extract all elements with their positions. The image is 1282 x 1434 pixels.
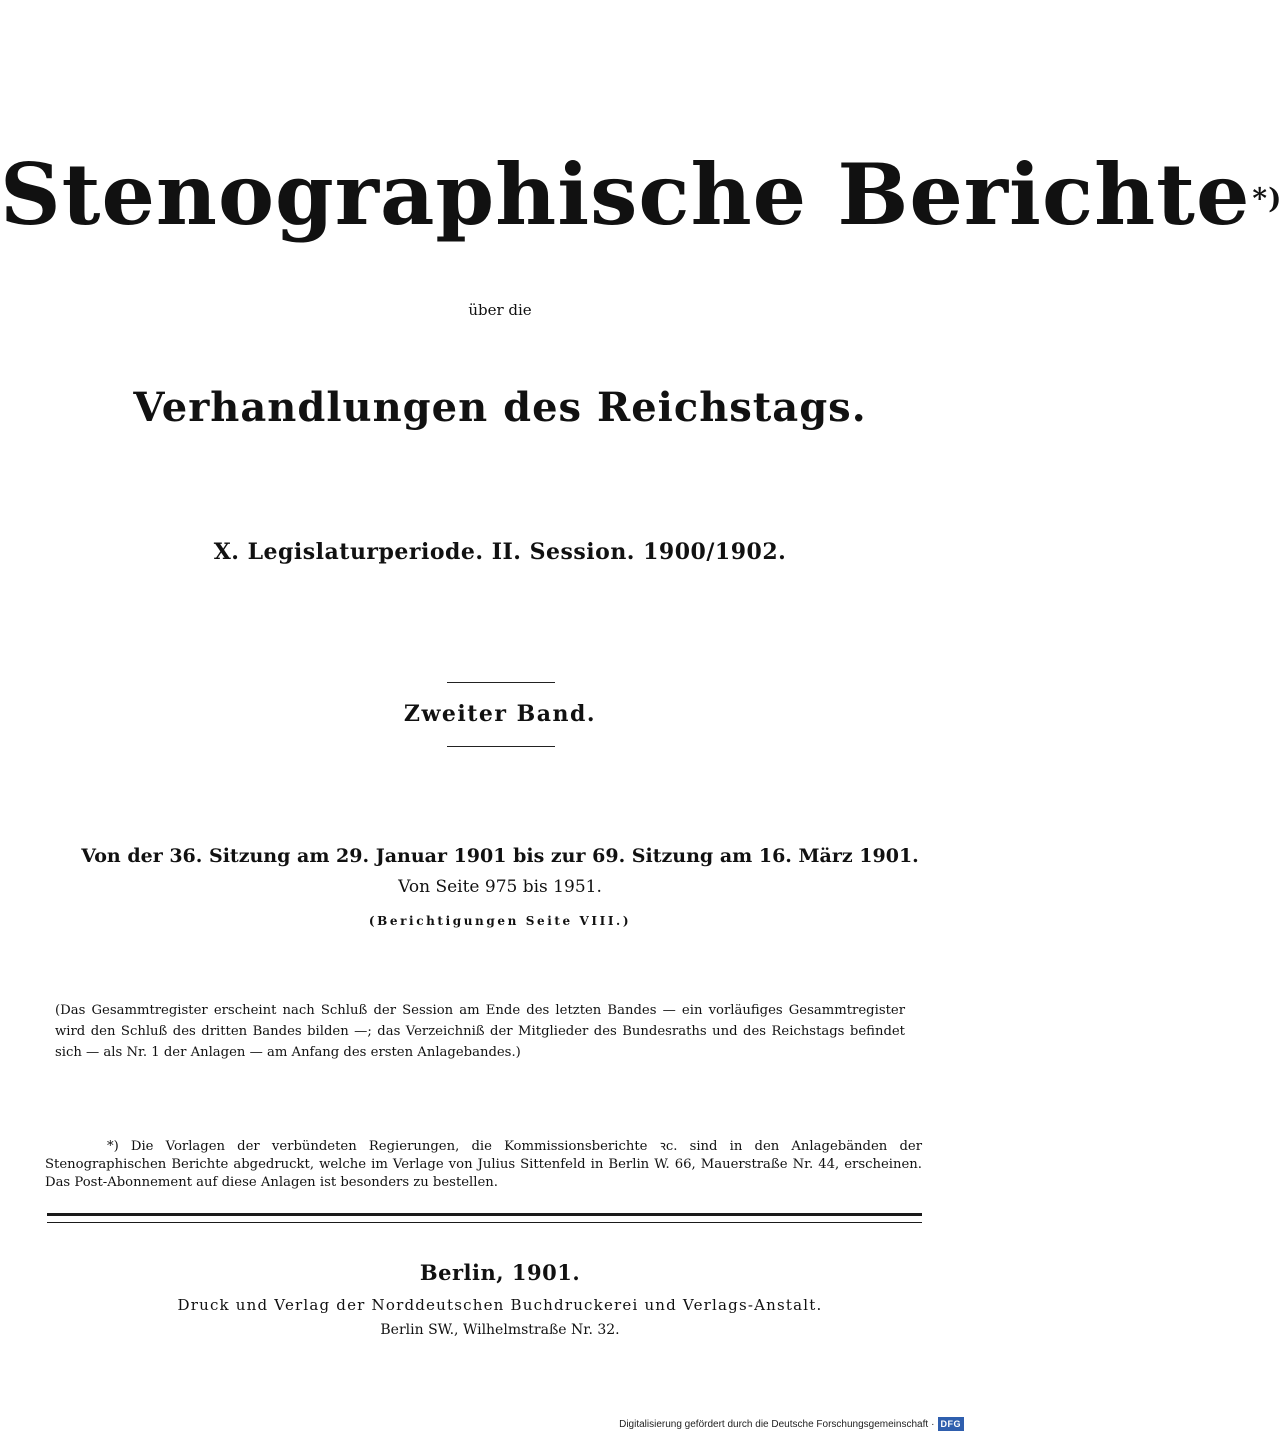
pages-range: Von Seite 975 bis 1951. bbox=[398, 877, 602, 897]
imprint-printer: Druck und Verlag der Norddeutschen Buchdruckerei und Verlags-Anstalt. bbox=[177, 1296, 823, 1314]
subtitle-uber-die: über die bbox=[468, 301, 532, 319]
volume-heading: Zweiter Band. bbox=[403, 701, 597, 727]
main-title bbox=[0, 140, 1282, 250]
digitization-credit bbox=[619, 1416, 964, 1432]
dfg-logo-icon: DFG bbox=[938, 1417, 965, 1431]
credit-separator: · bbox=[931, 1418, 935, 1430]
index-note: (Das Gesammtregister erscheint nach Schluß der Session am Ende des letzten Bandes — ein vorläufiges Gesammtregister wird den Schluß des dritten Bandes bilden —; das Verzeichniß der Mitglieder des Bundesraths und des Reichstags befindet sich — als Nr. 1 der Anlagen — am Anfang des ersten Anlagebandes.) bbox=[55, 1003, 905, 1060]
footnote: *) Die Vorlagen der verbündeten Regierungen, die Kommissionsberichte ꝛc. sind in den Anlagebänden der Stenographischen Berichte abgedruckt, welche im Verlage von Julius Sittenfeld in Berlin W. 66, Mauerstraße Nr. 44, erscheinen. Das Post-Abonnement auf diese Anlagen ist besonders zu bestellen. bbox=[45, 1139, 922, 1190]
main-title-text: Stenographische Berichte bbox=[0, 145, 1251, 244]
sessions-range: Von der 36. Sitzung am 29. Januar 1901 bis zur 69. Sitzung am 16. März 1901. bbox=[81, 845, 919, 867]
imprint-address: Berlin SW., Wilhelmstraße Nr. 32. bbox=[380, 1322, 620, 1338]
imprint-city-year: Berlin, 1901. bbox=[419, 1260, 581, 1285]
double-rule-divider bbox=[47, 1213, 922, 1223]
divider-top bbox=[447, 682, 555, 683]
corrections-note: (Berichtigungen Seite VIII.) bbox=[368, 914, 632, 928]
divider-bottom bbox=[447, 746, 555, 747]
digitization-credit-text: Digitalisierung gefördert durch die Deutsche Forschungsgemeinschaft bbox=[619, 1418, 929, 1430]
assembly-heading: Verhandlungen des Reichstags. bbox=[133, 384, 867, 431]
title-footnote-marker: *) bbox=[1252, 182, 1282, 215]
legislative-period: X. Legislaturperiode. II. Session. 1900/1902. bbox=[213, 539, 787, 565]
